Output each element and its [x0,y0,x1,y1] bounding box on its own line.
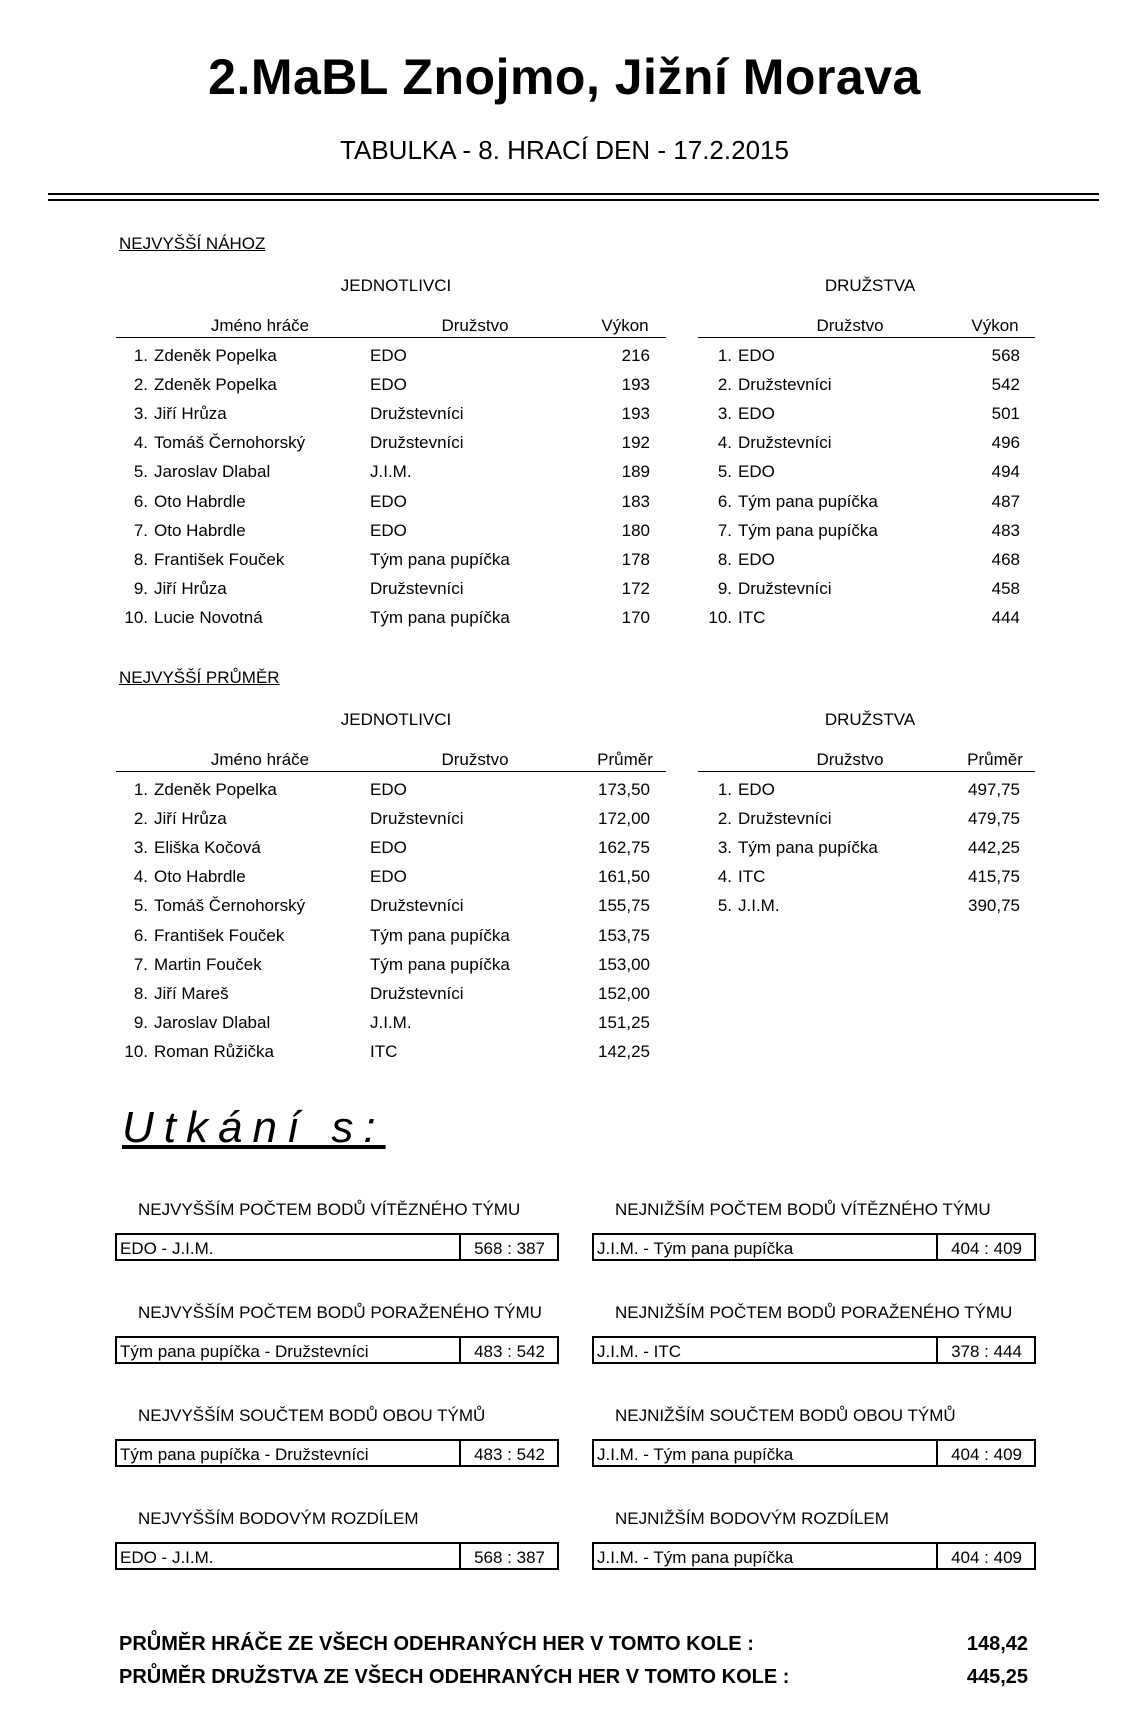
team-rank: 10. [708,608,732,627]
rank: 8. [133,550,148,569]
player-name: Martin Fouček [154,955,262,974]
individuals-title: JEDNOTLIVCI [340,276,452,295]
player-value: 151,25 [598,1013,650,1032]
rank: 4. [133,867,148,886]
rank: 3. [133,404,148,423]
player-name: Jiří Hrůza [154,404,227,423]
team-rank: 9. [717,579,732,598]
match-score: 568 : 387 [474,1548,545,1567]
match-divider [459,1544,461,1568]
player-team: Družstevníci [370,579,464,598]
player-value: 192 [621,433,650,452]
player-name: Tomáš Černohorský [154,433,306,452]
rank: 7. [133,521,148,540]
player-name: Roman Růžička [154,1042,274,1061]
rank: 5. [133,896,148,915]
match-box [115,1233,559,1261]
match-score: 378 : 444 [951,1342,1022,1361]
player-name: Zdeněk Popelka [154,780,277,799]
player-team: Tým pana pupíčka [370,550,510,569]
match-label: NEJNIŽŠÍM POČTEM BODŮ VÍTĚZNÉHO TÝMU [615,1200,991,1219]
player-value: 142,25 [598,1042,650,1061]
team-name: Tým pana pupíčka [738,521,878,540]
match-box [592,1542,1036,1570]
match-score: 568 : 387 [474,1239,545,1258]
match-label: NEJNIŽŠÍM BODOVÝM ROZDÍLEM [615,1509,889,1528]
player-name: Eliška Kočová [154,838,261,857]
match-divider [936,1441,938,1465]
player-team: Družstevníci [370,433,464,452]
player-name: Tomáš Černohorský [154,896,306,915]
team-name: EDO [738,462,775,481]
team-value: 468 [991,550,1020,569]
teams-title: DRUŽSTVA [824,276,916,295]
player-team: EDO [370,867,407,886]
match-teams: EDO - J.I.M. [120,1239,214,1258]
team-name: Družstevníci [738,433,832,452]
match-teams: Tým pana pupíčka - Družstevníci [120,1342,369,1361]
team-col-header-team: Družstvo [816,750,884,769]
team-value: 479,75 [968,809,1020,828]
player-name: Oto Habrdle [154,867,246,886]
summary-value: 148,42 [966,1633,1028,1655]
team-value: 487 [991,492,1020,511]
team-name: Tým pana pupíčka [738,838,878,857]
player-team: ITC [370,1042,398,1061]
teams-title: DRUŽSTVA [824,710,916,729]
header-underline [116,337,666,338]
header-divider [48,199,1099,201]
player-value: 152,00 [598,984,650,1003]
rank: 10. [124,608,148,627]
player-team: Tým pana pupíčka [370,608,510,627]
team-name: EDO [738,404,775,423]
player-value: 193 [621,404,650,423]
player-value: 155,75 [598,896,650,915]
player-name: František Fouček [154,926,285,945]
match-box [115,1439,559,1467]
rank: 5. [133,462,148,481]
team-rank: 3. [717,404,732,423]
team-name: EDO [738,550,775,569]
match-label: NEJNIŽŠÍM SOUČTEM BODŮ OBOU TÝMŮ [615,1406,956,1425]
team-rank: 6. [717,492,732,511]
team-col-header-team: Družstvo [816,316,884,335]
col-header-value: Výkon [601,316,649,335]
match-box [592,1336,1036,1364]
team-name: ITC [738,867,766,886]
player-value: 180 [621,521,650,540]
rank: 4. [133,433,148,452]
rank: 7. [133,955,148,974]
team-value: 497,75 [968,780,1020,799]
team-value: 496 [991,433,1020,452]
match-teams: Tým pana pupíčka - Družstevníci [120,1445,369,1464]
page-subtitle: TABULKA - 8. HRACÍ DEN - 17.2.2015 [340,135,789,165]
match-teams: J.I.M. - Tým pana pupíčka [597,1445,794,1464]
match-score: 404 : 409 [951,1548,1022,1567]
rank: 8. [133,984,148,1003]
header-underline [116,771,666,772]
team-rank: 1. [717,346,732,365]
player-value: 170 [621,608,650,627]
match-divider [459,1441,461,1465]
team-name: Družstevníci [738,375,832,394]
match-teams: J.I.M. - Tým pana pupíčka [597,1548,794,1567]
player-value: 216 [621,346,650,365]
match-box [115,1542,559,1570]
player-team: Družstevníci [370,809,464,828]
summary-label: PRŮMĚR DRUŽSTVA ZE VŠECH ODEHRANÝCH HER V TOMTO KOLE : [119,1666,790,1688]
player-name: Jiří Mareš [154,984,229,1003]
player-value: 183 [621,492,650,511]
match-score: 404 : 409 [951,1239,1022,1258]
player-name: Jiří Hrůza [154,809,227,828]
team-value: 442,25 [968,838,1020,857]
team-value: 390,75 [968,896,1020,915]
team-rank: 1. [717,780,732,799]
player-value: 178 [621,550,650,569]
team-rank: 7. [717,521,732,540]
player-value: 153,00 [598,955,650,974]
player-name: Jaroslav Dlabal [154,1013,271,1032]
rank: 2. [133,375,148,394]
player-value: 172 [621,579,650,598]
col-header-value: Průměr [597,750,653,769]
team-rank: 4. [717,433,732,452]
team-rank: 5. [717,462,732,481]
team-value: 415,75 [968,867,1020,886]
team-name: J.I.M. [738,896,780,915]
match-score: 483 : 542 [474,1445,545,1464]
team-col-header-value: Průměr [967,750,1023,769]
player-value: 189 [621,462,650,481]
match-teams: J.I.M. - ITC [597,1342,682,1361]
rank: 2. [133,809,148,828]
match-label: NEJVYŠŠÍM SOUČTEM BODŮ OBOU TÝMŮ [138,1406,486,1425]
team-col-header-value: Výkon [971,316,1019,335]
match-box [115,1336,559,1364]
section-heading: NEJVYŠŠÍ PRŮMĚR [119,668,280,687]
col-header-team: Družstvo [441,316,509,335]
individuals-title: JEDNOTLIVCI [340,710,452,729]
summary-value: 445,25 [966,1666,1028,1688]
match-divider [936,1338,938,1362]
player-name: Jaroslav Dlabal [154,462,271,481]
rank: 3. [133,838,148,857]
rank: 6. [133,492,148,511]
player-name: Zdeněk Popelka [154,346,277,365]
player-team: EDO [370,346,407,365]
team-name: EDO [738,780,775,799]
player-value: 153,75 [598,926,650,945]
col-header-name: Jméno hráče [210,750,310,769]
team-rank: 2. [717,375,732,394]
match-teams: J.I.M. - Tým pana pupíčka [597,1239,794,1258]
match-box [592,1439,1036,1467]
player-name: František Fouček [154,550,285,569]
match-label: NEJVYŠŠÍM BODOVÝM ROZDÍLEM [138,1509,419,1528]
match-divider [459,1235,461,1259]
team-rank: 2. [717,809,732,828]
header-underline [698,337,1035,338]
match-divider [936,1235,938,1259]
rank: 9. [133,579,148,598]
rank: 6. [133,926,148,945]
player-name: Jiří Hrůza [154,579,227,598]
header-divider [48,193,1099,195]
player-team: Družstevníci [370,896,464,915]
player-team: EDO [370,780,407,799]
player-team: EDO [370,521,407,540]
match-divider [459,1338,461,1362]
player-team: EDO [370,492,407,511]
player-name: Oto Habrdle [154,521,246,540]
match-score: 404 : 409 [951,1445,1022,1464]
player-value: 173,50 [598,780,650,799]
page-title: 2.MaBL Znojmo, Jižní Morava [208,49,921,105]
match-divider [936,1544,938,1568]
match-label: NEJVYŠŠÍM POČTEM BODŮ PORAŽENÉHO TÝMU [138,1303,542,1322]
match-teams: EDO - J.I.M. [120,1548,214,1567]
player-team: EDO [370,838,407,857]
match-box [592,1233,1036,1261]
col-header-name: Jméno hráče [210,316,310,335]
player-team: Tým pana pupíčka [370,955,510,974]
team-value: 483 [991,521,1020,540]
rank: 10. [124,1042,148,1061]
player-value: 193 [621,375,650,394]
col-header-team: Družstvo [441,750,509,769]
team-name: EDO [738,346,775,365]
matches-heading: Utkání s: [122,1103,386,1152]
section-heading: NEJVYŠŠÍ NÁHOZ [119,234,266,253]
team-value: 501 [991,404,1020,423]
player-name: Oto Habrdle [154,492,246,511]
summary-label: PRŮMĚR HRÁČE ZE VŠECH ODEHRANÝCH HER V TOMTO KOLE : [119,1633,754,1655]
team-value: 444 [991,608,1020,627]
rank: 1. [133,780,148,799]
team-name: Družstevníci [738,809,832,828]
team-rank: 4. [717,867,732,886]
team-name: Družstevníci [738,579,832,598]
player-team: EDO [370,375,407,394]
player-name: Zdeněk Popelka [154,375,277,394]
player-value: 162,75 [598,838,650,857]
match-label: NEJNIŽŠÍM POČTEM BODŮ PORAŽENÉHO TÝMU [615,1303,1013,1322]
team-value: 494 [991,462,1020,481]
player-team: Družstevníci [370,984,464,1003]
rank: 9. [133,1013,148,1032]
player-team: Tým pana pupíčka [370,926,510,945]
team-rank: 5. [717,896,732,915]
rank: 1. [133,346,148,365]
player-name: Lucie Novotná [154,608,263,627]
team-value: 542 [991,375,1020,394]
team-name: ITC [738,608,766,627]
team-value: 458 [991,579,1020,598]
team-rank: 8. [717,550,732,569]
header-underline [698,771,1035,772]
player-team: Družstevníci [370,404,464,423]
match-label: NEJVYŠŠÍM POČTEM BODŮ VÍTĚZNÉHO TÝMU [138,1200,521,1219]
player-value: 172,00 [598,809,650,828]
match-score: 483 : 542 [474,1342,545,1361]
player-team: J.I.M. [370,462,412,481]
team-value: 568 [991,346,1020,365]
team-name: Tým pana pupíčka [738,492,878,511]
team-rank: 3. [717,838,732,857]
player-team: J.I.M. [370,1013,412,1032]
player-value: 161,50 [598,867,650,886]
